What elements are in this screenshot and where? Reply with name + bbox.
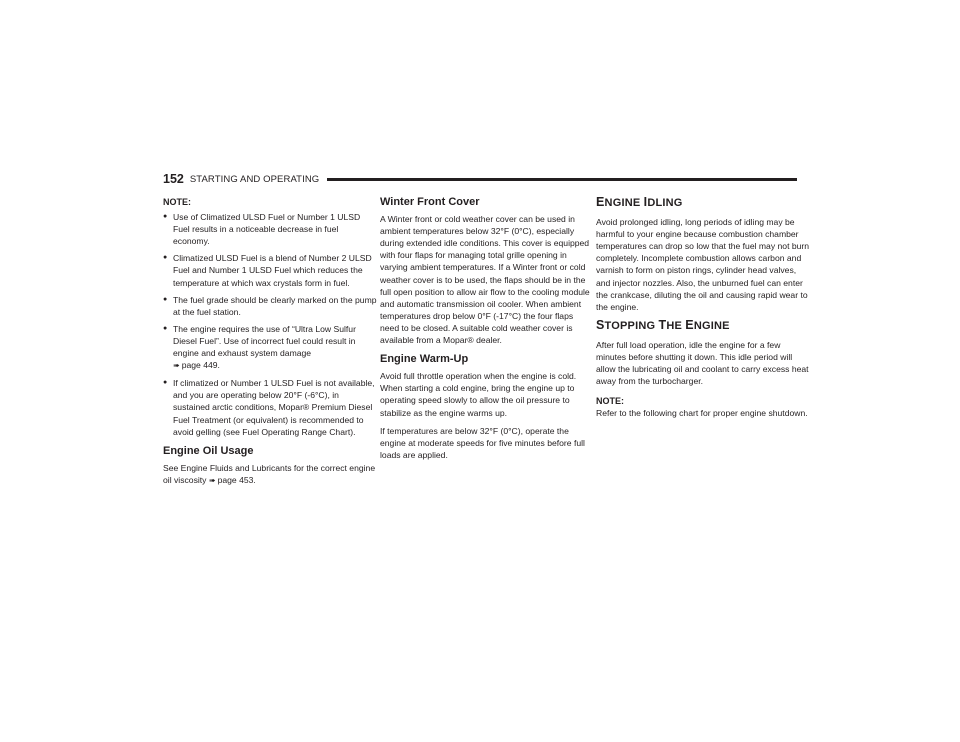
winter-front-cover-text: A Winter front or cold weather cover can be used in ambient temperatures below 32°F (0°C), especially during extended idle conditions. This cover is equipped with four flaps for managing total grille opening in varying ambient temperatures. If a Winter front or cold weather cover is to be used, the flaps should be in the full open position to allow air flow to the cooling module and automatic transmission oil cooler. When ambient temperatures drop below 0°F (-17°C) the four flaps need to be closed. A suitable cold weather cover is available from a Mopar® dealer. — [380, 214, 590, 346]
note-label: NOTE: — [596, 396, 624, 407]
engine-warm-up-text-1: Avoid full throttle operation when the engine is cold. When starting a cold engine, bring the engine up to operating speed slowly to allow the oil pressure to stabilize as the engine warms up. — [380, 371, 577, 418]
winter-front-cover-heading: Winter Front Cover — [380, 196, 480, 208]
engine-oil-usage-heading: Engine Oil Usage — [163, 444, 254, 457]
list-item: ● If climatized or Number 1 ULSD Fuel is not available, and you are operating below 20°F (-6°C), in sustained arctic conditions, Mopar® Premium Diesel Fuel Treatment (or equivalent) is recommended to avoid gelling (see Fuel Operating Range Chart). — [163, 377, 377, 437]
arrow-reference-icon: ➠ — [173, 361, 180, 371]
section-title: STARTING AND OPERATING — [189, 173, 320, 185]
arrow-reference-icon: ➠ — [208, 475, 216, 485]
list-item: ● The fuel grade should be clearly marked on the pump at the fuel station. — [163, 294, 377, 318]
page-reference-link[interactable]: page 453. — [217, 474, 256, 485]
column-right — [596, 196, 810, 426]
column-middle — [380, 196, 594, 467]
stopping-the-engine-text: After full load operation, idle the engine for a few minutes before shutting it down. This idle period will allow the lubricating oil and coolant to carry excess heat away from the turbocharger. — [596, 339, 809, 387]
engine-idling-text: Avoid prolonged idling, long periods of idling may be harmful to your engine because combustion chamber temperatures can drop so low that the fuel may not burn completely. Incomplete combustion allows carbon and varnish to form on piston rings, cylinder head valves, and injector nozzles. Also, the unburned fuel can enter the crankcase, diluting the oil and causing rapid wear to the engine. — [596, 217, 810, 312]
header-rule — [327, 178, 797, 181]
list-item: ● The engine requires the use of “Ultra Low Sulfur Diesel Fuel”. Use of incorrect fuel could result in engine and exhaust system damage ➠ page 449. — [163, 323, 377, 372]
engine-warm-up-text-2: If temperatures are below 32°F (0°C), operate the engine at moderate speeds for five minutes before full loads are applied. — [380, 425, 585, 460]
page-header — [163, 171, 797, 187]
note-label: NOTE: — [163, 197, 191, 207]
stopping-the-engine-heading: STOPPING THE ENGINE — [596, 317, 730, 332]
column-left — [163, 196, 377, 493]
engine-idling-heading: ENGINE IDLING — [596, 195, 683, 209]
engine-warm-up-heading: Engine Warm-Up — [380, 353, 469, 366]
list-item: ● Use of Climatized ULSD Fuel or Number 1 ULSD Fuel results in a noticeable decrease in fuel economy. — [163, 211, 377, 247]
list-item: ● Climatized ULSD Fuel is a blend of Number 2 ULSD Fuel and Number 1 ULSD Fuel which reduces the temperature at which wax crystals form in fuel. — [163, 252, 377, 288]
page-number: 152 — [163, 172, 184, 186]
engine-oil-usage-text: See Engine Fluids and Lubricants for the correct engine oil viscosity ➠ page 453. — [163, 462, 376, 485]
note-bullet-list — [163, 211, 377, 438]
shutdown-note-text: Refer to the following chart for proper engine shutdown. — [596, 408, 808, 419]
page-reference-link[interactable]: page 449. — [181, 360, 220, 371]
